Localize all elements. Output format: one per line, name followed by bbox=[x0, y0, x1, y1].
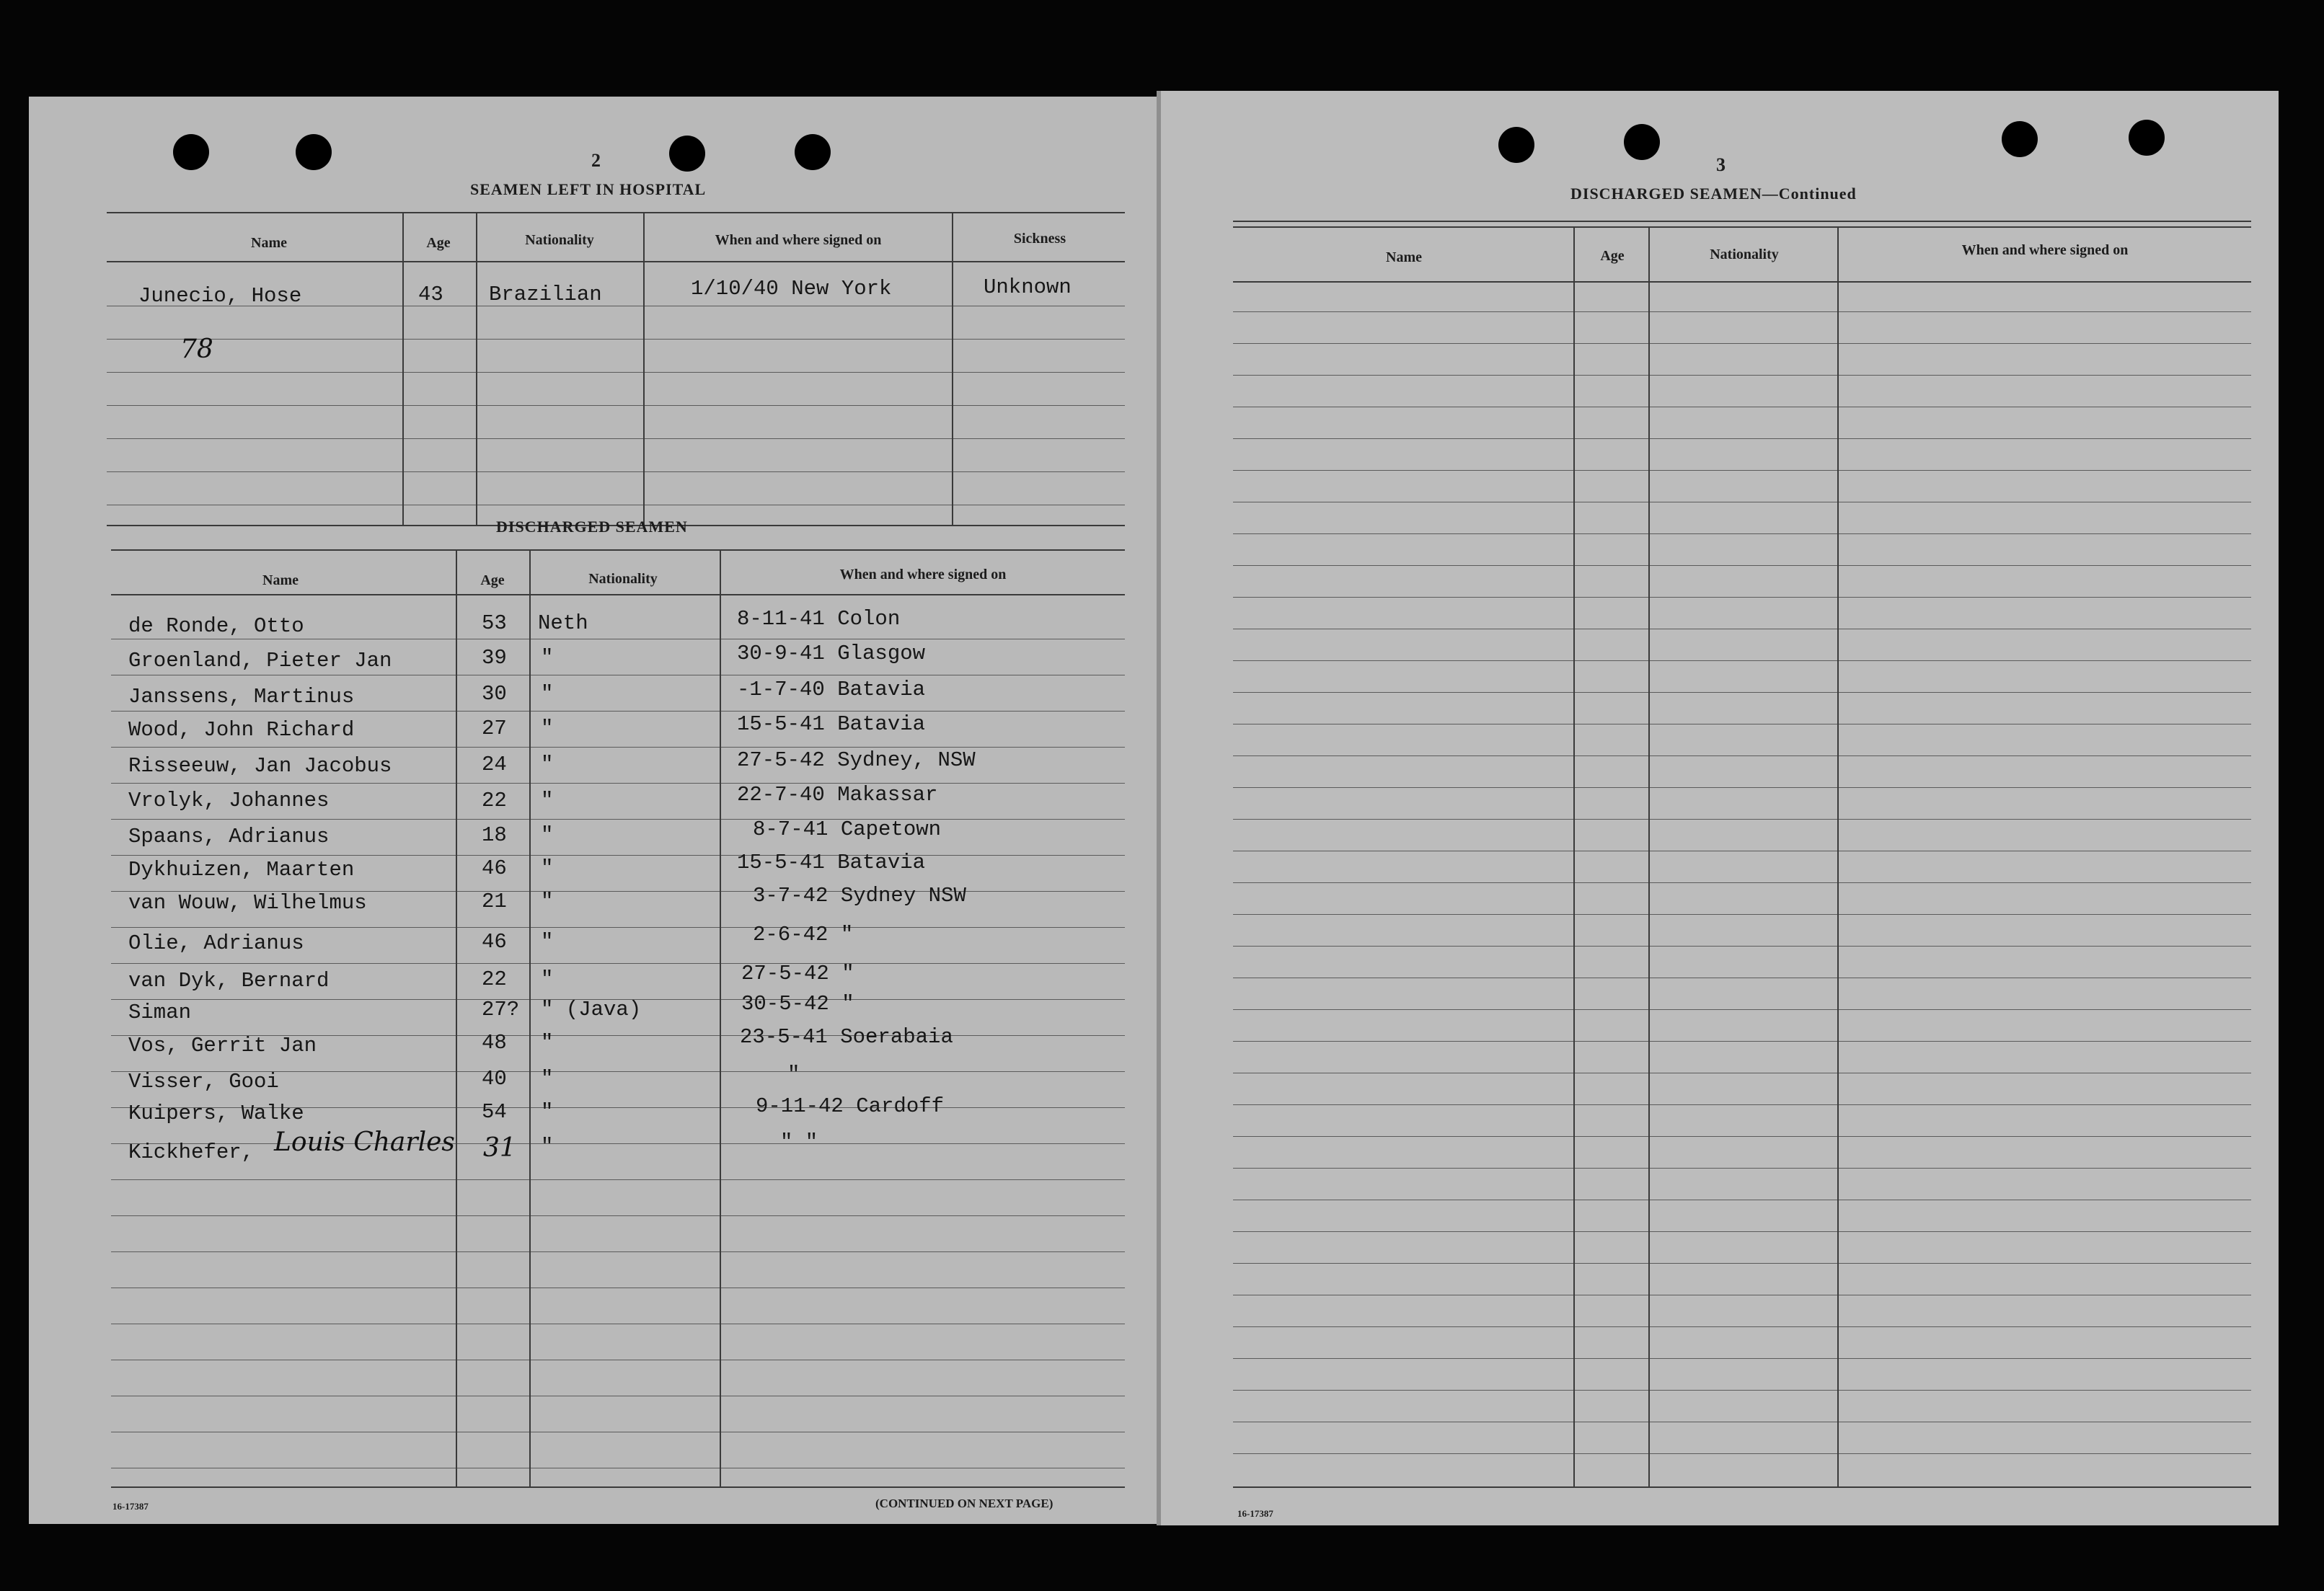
discharged-row-age: 21 bbox=[482, 890, 507, 913]
discharged-row-signed-on: 2-6-42 " bbox=[753, 923, 854, 947]
continued-note: (CONTINUED ON NEXT PAGE) bbox=[875, 1497, 1053, 1510]
discharged-row-signed-on: 15-5-41 Batavia bbox=[737, 851, 926, 874]
row-rule bbox=[1233, 1263, 2251, 1264]
discharged-row-nationality: " bbox=[541, 890, 554, 913]
row-rule bbox=[107, 471, 1125, 472]
discharged-row-age: 53 bbox=[482, 611, 507, 635]
row-rule bbox=[1233, 1168, 2251, 1169]
row-rule bbox=[107, 405, 1125, 406]
row-rule bbox=[1233, 1390, 2251, 1391]
row-rule bbox=[107, 339, 1125, 340]
table-rule bbox=[1233, 226, 2251, 228]
discharged-row-signed-on: 22-7-40 Makassar bbox=[737, 783, 938, 807]
discharged-row-name: Janssens, Martinus bbox=[128, 685, 355, 709]
col-header-nationality: Nationality bbox=[525, 232, 594, 248]
form-code: 16-17387 bbox=[112, 1501, 149, 1512]
discharged-row-name-handwritten: Louis Charles bbox=[274, 1127, 455, 1157]
table-rule bbox=[1233, 281, 2251, 283]
row-rule bbox=[1233, 1136, 2251, 1137]
row-rule bbox=[1233, 755, 2251, 756]
table-rule bbox=[107, 261, 1125, 262]
col-header-age: Age bbox=[1600, 248, 1625, 264]
col-header-age: Age bbox=[480, 572, 505, 588]
discharged-row-name: Vos, Gerrit Jan bbox=[128, 1034, 317, 1058]
row-rule bbox=[1233, 819, 2251, 820]
col-header-name: Name bbox=[262, 572, 299, 588]
col-divider bbox=[456, 549, 457, 1486]
row-rule bbox=[1233, 1231, 2251, 1232]
discharged-row-signed-on: " bbox=[787, 1063, 800, 1086]
discharged-row-nationality: " bbox=[541, 1135, 554, 1158]
col-divider bbox=[529, 549, 531, 1486]
col-header-signed-on: When and where signed on bbox=[1961, 242, 2129, 258]
hospital-row-age: 43 bbox=[418, 283, 443, 306]
discharged-row-nationality: " bbox=[541, 717, 554, 740]
col-divider bbox=[643, 212, 645, 525]
discharged-continued-title: DISCHARGED SEAMEN—Continued bbox=[1570, 185, 1857, 203]
col-header-age: Age bbox=[426, 235, 451, 251]
row-rule bbox=[111, 1215, 1125, 1216]
discharged-section-title: DISCHARGED SEAMEN bbox=[496, 518, 688, 536]
discharged-row-name: Wood, John Richard bbox=[128, 718, 355, 742]
hospital-section-title: SEAMEN LEFT IN HOSPITAL bbox=[470, 180, 707, 198]
row-rule bbox=[111, 1251, 1125, 1252]
discharged-row-name: Kuipers, Walke bbox=[128, 1102, 304, 1125]
row-rule bbox=[107, 438, 1125, 439]
col-divider bbox=[476, 212, 477, 525]
discharged-row-nationality: " bbox=[541, 789, 554, 812]
hospital-row-nationality: Brazilian bbox=[489, 283, 602, 306]
hospital-row-name: Junecio, Hose bbox=[138, 284, 302, 308]
binder-hole bbox=[2002, 121, 2038, 157]
row-rule bbox=[1233, 787, 2251, 788]
discharged-row-nationality: " bbox=[541, 1067, 554, 1091]
row-rule bbox=[1233, 914, 2251, 915]
discharged-row-name: Risseeuw, Jan Jacobus bbox=[128, 754, 392, 778]
right-page bbox=[1161, 91, 2279, 1525]
row-rule bbox=[1233, 1453, 2251, 1454]
row-rule bbox=[1233, 438, 2251, 439]
hospital-row-signed-on: 1/10/40 New York bbox=[691, 277, 892, 301]
binder-hole bbox=[669, 136, 705, 172]
row-rule bbox=[111, 855, 1125, 856]
discharged-row-age: 27? bbox=[482, 998, 520, 1021]
discharged-row-name: Olie, Adrianus bbox=[128, 931, 304, 955]
page-number: 3 bbox=[1716, 154, 1726, 175]
discharged-row-nationality: " bbox=[541, 823, 554, 847]
discharged-row-signed-on: 27-5-42 " bbox=[741, 962, 854, 985]
col-divider bbox=[720, 549, 721, 1486]
col-header-signed-on: When and where signed on bbox=[715, 232, 882, 248]
row-rule bbox=[111, 747, 1125, 748]
row-rule bbox=[1233, 1358, 2251, 1359]
binder-hole bbox=[1624, 124, 1660, 160]
row-rule bbox=[111, 1143, 1125, 1144]
discharged-row-signed-on: -1-7-40 Batavia bbox=[737, 678, 926, 701]
row-rule bbox=[111, 711, 1125, 712]
discharged-row-nationality: " bbox=[541, 646, 554, 670]
row-rule bbox=[1233, 597, 2251, 598]
row-rule bbox=[1233, 565, 2251, 566]
discharged-row-signed-on: 3-7-42 Sydney NSW bbox=[753, 884, 966, 908]
table-rule bbox=[1233, 1486, 2251, 1488]
discharged-row-name: de Ronde, Otto bbox=[128, 614, 304, 638]
discharged-row-age: 46 bbox=[482, 930, 507, 954]
row-rule bbox=[1233, 946, 2251, 947]
row-rule bbox=[1233, 1326, 2251, 1327]
col-header-signed-on: When and where signed on bbox=[839, 567, 1007, 582]
row-rule bbox=[1233, 660, 2251, 661]
discharged-row-name: Vrolyk, Johannes bbox=[128, 789, 330, 812]
discharged-row-signed-on: 27-5-42 Sydney, NSW bbox=[737, 748, 976, 772]
table-rule bbox=[1233, 221, 2251, 222]
discharged-row-age: 54 bbox=[482, 1100, 507, 1124]
binder-hole bbox=[795, 134, 831, 170]
discharged-row-name: Groenland, Pieter Jan bbox=[128, 649, 392, 673]
row-rule bbox=[111, 819, 1125, 820]
discharged-row-nationality: " bbox=[541, 753, 554, 776]
row-rule bbox=[1233, 692, 2251, 693]
discharged-row-name: Spaans, Adrianus bbox=[128, 825, 330, 848]
binder-hole bbox=[173, 134, 209, 170]
hospital-row-sickness: Unknown bbox=[984, 275, 1072, 299]
form-code: 16-17387 bbox=[1237, 1508, 1273, 1519]
discharged-row-nationality: " bbox=[541, 967, 554, 991]
discharged-row-signed-on: 30-9-41 Glasgow bbox=[737, 642, 926, 665]
binder-hole bbox=[296, 134, 332, 170]
discharged-row-signed-on: 23-5-41 Soerabaia bbox=[740, 1025, 953, 1049]
row-rule bbox=[111, 1179, 1125, 1180]
row-rule bbox=[111, 927, 1125, 928]
discharged-row-nationality: " bbox=[541, 930, 554, 954]
discharged-row-signed-on: 8-11-41 Colon bbox=[737, 607, 901, 631]
row-rule bbox=[111, 783, 1125, 784]
row-rule bbox=[1233, 1104, 2251, 1105]
discharged-row-name: van Wouw, Wilhelmus bbox=[128, 891, 367, 915]
discharged-row-name: Siman bbox=[128, 1001, 192, 1024]
table-rule bbox=[107, 212, 1125, 213]
discharged-row-age: 22 bbox=[482, 789, 507, 812]
col-header-name: Name bbox=[1386, 249, 1422, 265]
col-header-nationality: Nationality bbox=[588, 571, 658, 587]
col-divider bbox=[1648, 226, 1650, 1486]
col-divider bbox=[402, 212, 404, 525]
discharged-row-nationality: " (Java) bbox=[541, 998, 642, 1021]
discharged-row-age: 18 bbox=[482, 823, 507, 847]
row-rule bbox=[1233, 1041, 2251, 1042]
discharged-row-nationality: Neth bbox=[538, 611, 588, 635]
col-divider bbox=[1573, 226, 1575, 1486]
row-rule bbox=[107, 372, 1125, 373]
col-divider bbox=[952, 212, 953, 525]
discharged-row-age: 27 bbox=[482, 717, 507, 740]
discharged-row-age: 30 bbox=[482, 682, 507, 706]
discharged-row-age: 22 bbox=[482, 967, 507, 991]
discharged-row-nationality: " bbox=[541, 856, 554, 880]
discharged-row-name: Visser, Gooi bbox=[128, 1070, 279, 1094]
handwritten-mark: 78 bbox=[180, 334, 213, 364]
row-rule bbox=[1233, 311, 2251, 312]
left-page bbox=[29, 97, 1161, 1524]
binder-hole bbox=[2129, 120, 2165, 156]
row-rule bbox=[1233, 882, 2251, 883]
discharged-row-age: 31 bbox=[483, 1133, 516, 1163]
discharged-row-nationality: " bbox=[541, 1100, 554, 1124]
table-rule bbox=[111, 549, 1125, 551]
discharged-row-age: 40 bbox=[482, 1067, 507, 1091]
discharged-row-name: Dykhuizen, Maarten bbox=[128, 858, 355, 882]
discharged-row-name: van Dyk, Bernard bbox=[128, 969, 330, 993]
discharged-row-age: 48 bbox=[482, 1031, 507, 1055]
col-divider bbox=[1837, 226, 1839, 1486]
col-header-sickness: Sickness bbox=[1013, 231, 1066, 247]
col-header-name: Name bbox=[251, 235, 287, 251]
binder-hole bbox=[1498, 127, 1534, 163]
table-rule bbox=[111, 1486, 1125, 1488]
discharged-row-nationality: " bbox=[541, 1031, 554, 1055]
discharged-row-age: 46 bbox=[482, 856, 507, 880]
row-rule bbox=[1233, 533, 2251, 534]
row-rule bbox=[111, 963, 1125, 964]
page-number: 2 bbox=[591, 150, 601, 171]
table-rule bbox=[111, 594, 1125, 595]
discharged-row-signed-on: 8-7-41 Capetown bbox=[753, 817, 942, 841]
col-header-nationality: Nationality bbox=[1710, 247, 1779, 262]
discharged-row-nationality: " bbox=[541, 682, 554, 706]
row-rule bbox=[1233, 470, 2251, 471]
discharged-row-signed-on: " " bbox=[780, 1130, 818, 1154]
discharged-row-age: 24 bbox=[482, 753, 507, 776]
discharged-row-name: Kickhefer, bbox=[128, 1140, 255, 1164]
discharged-row-signed-on: 9-11-42 Cardoff bbox=[756, 1094, 945, 1118]
row-rule bbox=[1233, 343, 2251, 344]
row-rule bbox=[1233, 375, 2251, 376]
discharged-row-age: 39 bbox=[482, 646, 507, 670]
discharged-row-signed-on: 30-5-42 " bbox=[741, 992, 854, 1016]
discharged-row-signed-on: 15-5-41 Batavia bbox=[737, 712, 926, 736]
row-rule bbox=[1233, 1009, 2251, 1010]
